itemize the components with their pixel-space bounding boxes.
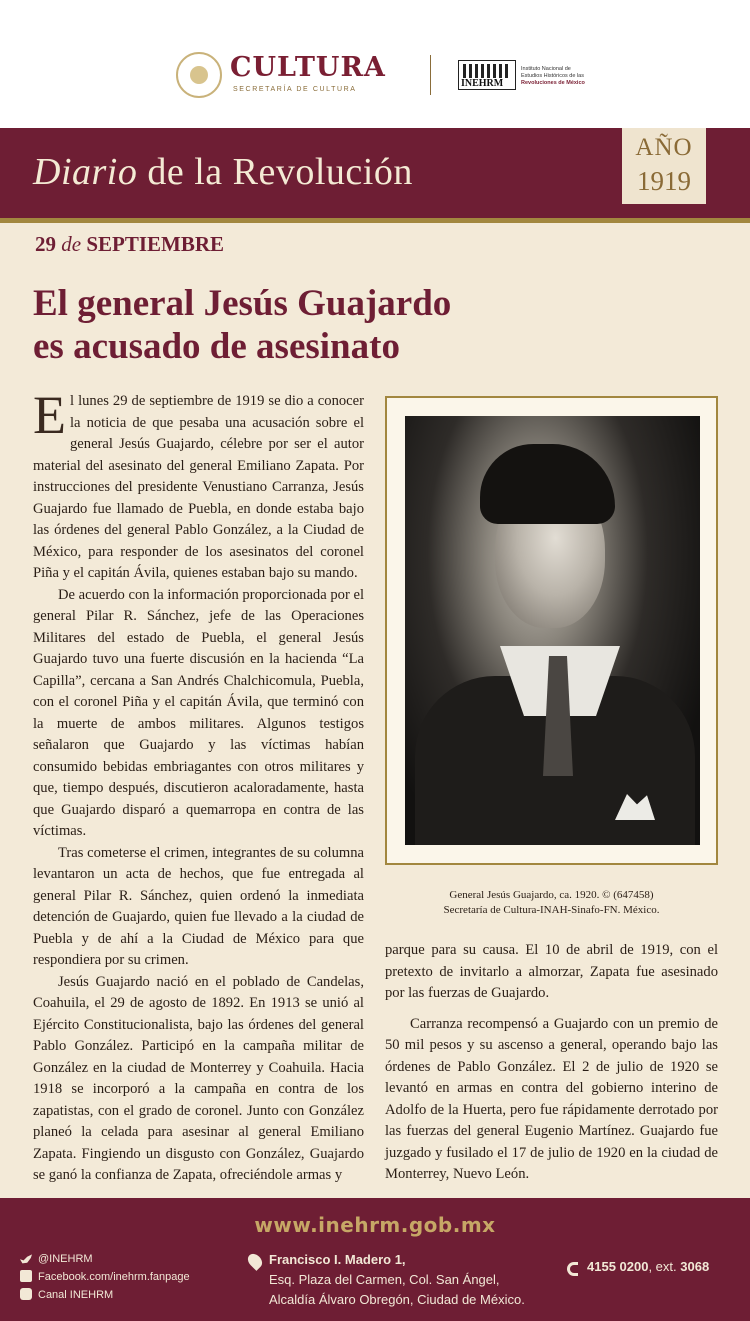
article-column-left: [33, 385, 364, 1187]
header-gold-line: [0, 218, 750, 223]
page-title-italic: Diario: [33, 151, 138, 193]
year-badge: [622, 128, 706, 204]
phone-ext-label: , ext.: [648, 1259, 681, 1274]
twitter-icon: [20, 1252, 32, 1264]
headline-line1: El general Jesús Guajardo: [33, 283, 452, 324]
top-logo-bar: [0, 0, 750, 128]
footer-phone[interactable]: [587, 1259, 709, 1274]
headline-line2: es acusado de asesinato: [33, 326, 400, 367]
inehrm-desc-line1: Instituto Nacional de: [521, 66, 571, 72]
photo-caption-line1: General Jesús Guajardo, ca. 1920. © (647458): [449, 889, 654, 901]
facebook-link[interactable]: [20, 1270, 190, 1283]
facebook-icon: [20, 1270, 32, 1282]
article-paragraph-1: [33, 385, 364, 585]
drop-cap: E: [33, 385, 66, 445]
facebook-url: Facebook.com/inehrm.fanpage: [38, 1271, 190, 1283]
article-column-right: [385, 940, 718, 1186]
date-day: 29: [35, 232, 56, 256]
phone-ext: 3068: [680, 1259, 710, 1274]
inehrm-logo-label: INEHRM: [461, 78, 504, 89]
article-date: [35, 232, 224, 257]
article-paragraph-6: Carranza recompensó a Guajardo con un premio de 50 mil pesos y su ascenso a general, operando bajo las órdenes de Pablo González. El 2 de julio de 1920 se levantó en armas en contra del gobierno interino de Adolfo de la Huerta, pero fue rápidamente derrotado por las fuerzas del general Eugenio Martínez. Guajardo fue juzgado y fusilado el 17 de julio de 1920 en la ciudad de Monterrey, Nuevo León.: [385, 1015, 718, 1182]
year-value: 1919: [637, 166, 691, 196]
youtube-icon: [20, 1288, 32, 1300]
year-label: AÑO: [635, 134, 693, 161]
photo-caption: [385, 888, 718, 918]
inehrm-building-icon: [463, 64, 511, 78]
portrait-photo: [405, 416, 700, 845]
photo-hair: [480, 444, 615, 524]
footer-address: [269, 1250, 525, 1310]
phone-number: 4155 0200: [587, 1259, 649, 1274]
inehrm-desc-line3: Revoluciones de México: [521, 80, 585, 86]
inehrm-logo-description: [521, 66, 601, 87]
youtube-channel: Canal INEHRM: [38, 1289, 114, 1301]
cultura-logo-text: CULTURA: [230, 52, 386, 83]
twitter-link[interactable]: [20, 1252, 93, 1265]
logo-divider: [430, 55, 431, 95]
date-de: de: [61, 232, 82, 256]
page-title-rest: de la Revolución: [137, 151, 413, 193]
inehrm-logo: [458, 60, 516, 90]
article-paragraph-5: parque para su causa. El 10 de abril de 1919, con el pretexto de invitarlo a almorzar, Zapata fue asesinado por las fuerzas de Guajardo.: [385, 942, 718, 1001]
photo-frame: [385, 396, 718, 865]
article-paragraph-3: Tras cometerse el crimen, integrantes de su columna levantaron un acta de hechos, que fue entregada al general Pilar R. Sánchez, quien ordenó la inmediata detención de Guajardo, quien fue llevado a la ciudad de Puebla y de ahí a la Ciudad de México para que respondiera por su crimen.: [33, 844, 364, 968]
twitter-handle: @INEHRM: [38, 1253, 93, 1265]
address-line3: Alcaldía Álvaro Obregón, Ciudad de México.: [269, 1292, 525, 1307]
youtube-link[interactable]: [20, 1288, 113, 1301]
mexico-seal-icon: [176, 52, 222, 98]
address-line1: Francisco I. Madero 1,: [269, 1252, 406, 1267]
cultura-logo-subtitle: SECRETARÍA DE CULTURA: [233, 86, 357, 93]
article-paragraph-4: Jesús Guajardo nació en el poblado de Candelas, Coahuila, el 29 de agosto de 1892. En 1913 se unió al Ejército Constitucionalista, bajo las órdenes del general Pablo González. Participó en la campaña militar de González en la ciudad de Monterrey y Coahuila. Hacia 1918 se incorporó a la campaña en contra de los zapatistas, con el grado de coronel. Junto con González planeó la celada para asesinar al general Emiliano Zapata. Fingiendo un disgusto con González, Guajardo se ganó la confianza de Zapata, ofreciéndole armas y: [33, 973, 364, 1183]
article-headline: [33, 282, 493, 368]
date-month: SEPTIEMBRE: [86, 232, 225, 256]
address-line2: Esq. Plaza del Carmen, Col. San Ángel,: [269, 1272, 500, 1287]
photo-caption-line2: Secretaría de Cultura-INAH-Sinafo-FN. México.: [443, 904, 660, 916]
article-paragraph-2: De acuerdo con la información proporcionada por el general Pilar R. Sánchez, jefe de las Operaciones Militares del estado de Puebla, el general Jesús Guajardo tuvo una fuerte discusión en la hacienda “La Capilla”, cercana a San Andrés Chalchicomula, Puebla, con el coronel Piña y el capitán Ávila, que terminó con la muerte de ambos militares. Algunos testigos señalaron que Guajardo y las víctimas habían consumido bebidas embriagantes con otros militares y que, tiempo después, discutieron acaloradamente, hasta que Guajardo disparó a quemarropa en contra de las víctimas.: [33, 586, 364, 839]
inehrm-desc-line2: Estudios Históricos de las: [521, 73, 584, 79]
phone-icon: [567, 1262, 578, 1276]
page-title: [33, 150, 413, 194]
website-link[interactable]: www.inehrm.gob.mx: [254, 1213, 496, 1237]
article-paragraph-1-text: l lunes 29 de septiembre de 1919 se dio a conocer la noticia de que pesaba una acusación sobre el general Jesús Guajardo, célebre por ser el autor material del asesinato del general Emiliano Zapata. Por instrucciones del presidente Venustiano Carranza, Jesús Guajardo fue llamado de Puebla, en donde estaba bajo las órdenes del general Pablo González, a la Ciudad de México, para responder de los asesinatos del coronel Piña y el capitán Ávila, quienes estaban bajo su mando.: [33, 393, 364, 581]
